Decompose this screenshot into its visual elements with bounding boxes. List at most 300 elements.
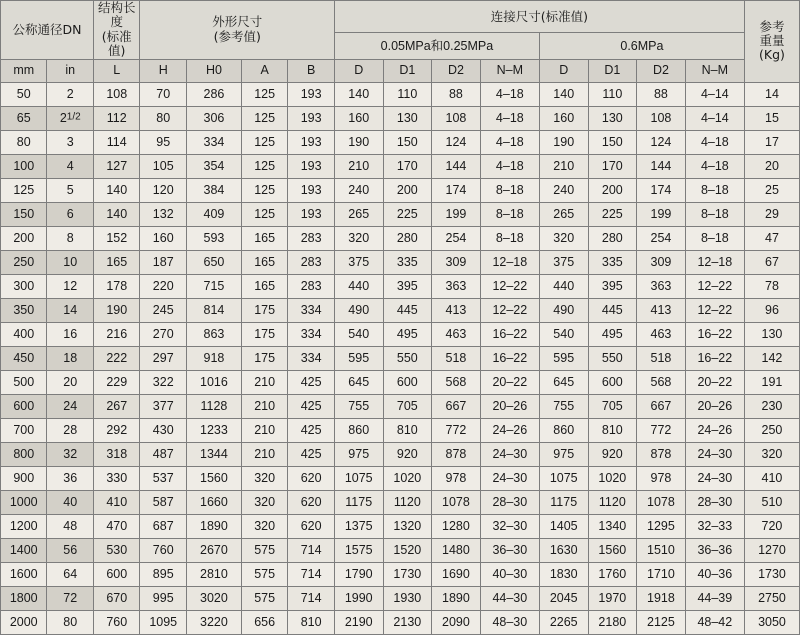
cell-D2-low: 2090 — [432, 610, 481, 634]
cell-NM-low: 36–30 — [480, 538, 539, 562]
table-row — [1, 610, 800, 634]
cell-D2-high: 878 — [637, 442, 686, 466]
cell-D1-high: 1760 — [588, 562, 637, 586]
cell-NM-high: 24–30 — [685, 466, 744, 490]
cell-dn-mm: 100 — [1, 154, 47, 178]
cell-H: 95 — [140, 130, 186, 154]
cell-D2-low: 1078 — [432, 490, 481, 514]
table-row — [1, 394, 800, 418]
cell-D1-low: 150 — [383, 130, 432, 154]
cell-dn-mm: 50 — [1, 82, 47, 106]
cell-D1-high: 1560 — [588, 538, 637, 562]
cell-D1-high: 810 — [588, 418, 637, 442]
cell-length-L: 410 — [94, 490, 140, 514]
cell-D-high: 860 — [539, 418, 588, 442]
cell-D1-high: 2180 — [588, 610, 637, 634]
cell-NM-high: 24–26 — [685, 418, 744, 442]
cell-D2-high: 413 — [637, 298, 686, 322]
cell-weight: 720 — [744, 514, 799, 538]
cell-H0: 1660 — [186, 490, 241, 514]
cell-NM-high: 8–18 — [685, 226, 744, 250]
cell-NM-high: 4–14 — [685, 106, 744, 130]
cell-D-low: 320 — [334, 226, 383, 250]
cell-D-low: 190 — [334, 130, 383, 154]
cell-D1-high: 600 — [588, 370, 637, 394]
cell-H: 995 — [140, 586, 186, 610]
cell-D-low: 1075 — [334, 466, 383, 490]
cell-NM-low: 4–18 — [480, 154, 539, 178]
cell-NM-low: 24–30 — [480, 442, 539, 466]
cell-NM-low: 16–22 — [480, 322, 539, 346]
cell-H0: 814 — [186, 298, 241, 322]
cell-D1-high: 1020 — [588, 466, 637, 490]
cell-NM-low: 24–26 — [480, 418, 539, 442]
cell-D1-high: 1340 — [588, 514, 637, 538]
header-dn: 公称通径DN — [1, 1, 94, 60]
cell-H0: 306 — [186, 106, 241, 130]
cell-D2-low: 1890 — [432, 586, 481, 610]
cell-D1-high: 550 — [588, 346, 637, 370]
cell-dn-in: 64 — [47, 562, 94, 586]
cell-A: 125 — [241, 178, 287, 202]
table-row — [1, 154, 800, 178]
cell-NM-low: 16–22 — [480, 346, 539, 370]
header-weight-line3: (Kg) — [759, 47, 785, 63]
cell-D2-high: 1710 — [637, 562, 686, 586]
table-row — [1, 202, 800, 226]
cell-length-L: 267 — [94, 394, 140, 418]
cell-NM-low: 28–30 — [480, 490, 539, 514]
cell-dn-mm: 1800 — [1, 586, 47, 610]
cell-D-high: 320 — [539, 226, 588, 250]
cell-length-L: 108 — [94, 82, 140, 106]
cell-length-L: 760 — [94, 610, 140, 634]
cell-D-high: 190 — [539, 130, 588, 154]
cell-D2-low: 878 — [432, 442, 481, 466]
cell-A: 320 — [241, 514, 287, 538]
cell-NM-low: 12–22 — [480, 274, 539, 298]
cell-D1-low: 705 — [383, 394, 432, 418]
cell-H0: 2670 — [186, 538, 241, 562]
cell-NM-low: 4–18 — [480, 82, 539, 106]
cell-B: 283 — [288, 274, 335, 298]
cell-B: 714 — [288, 562, 335, 586]
cell-weight: 17 — [744, 130, 799, 154]
cell-D2-high: 1510 — [637, 538, 686, 562]
header-pressure-high: 0.6MPa — [539, 33, 744, 59]
cell-D1-low: 1120 — [383, 490, 432, 514]
cell-NM-low: 4–18 — [480, 106, 539, 130]
header-connection-dims: 连接尺寸(标准值) — [334, 1, 744, 33]
cell-dn-in: 16 — [47, 322, 94, 346]
cell-D2-high: 772 — [637, 418, 686, 442]
cell-D-low: 1990 — [334, 586, 383, 610]
cell-dn-in: 20 — [47, 370, 94, 394]
cell-D1-low: 600 — [383, 370, 432, 394]
header-unit-in: in — [47, 59, 94, 82]
cell-NM-high: 32–33 — [685, 514, 744, 538]
cell-D2-high: 199 — [637, 202, 686, 226]
cell-D1-low: 1930 — [383, 586, 432, 610]
cell-B: 193 — [288, 154, 335, 178]
cell-D1-high: 150 — [588, 130, 637, 154]
cell-B: 283 — [288, 226, 335, 250]
cell-D-high: 2045 — [539, 586, 588, 610]
cell-D-low: 645 — [334, 370, 383, 394]
cell-D2-low: 144 — [432, 154, 481, 178]
cell-A: 575 — [241, 586, 287, 610]
cell-H0: 3020 — [186, 586, 241, 610]
cell-length-L: 114 — [94, 130, 140, 154]
cell-B: 193 — [288, 130, 335, 154]
cell-dn-in: 48 — [47, 514, 94, 538]
cell-D1-high: 920 — [588, 442, 637, 466]
cell-D2-low: 463 — [432, 322, 481, 346]
cell-NM-low: 8–18 — [480, 178, 539, 202]
cell-dn-in: 80 — [47, 610, 94, 634]
cell-H: 687 — [140, 514, 186, 538]
cell-dn-mm: 800 — [1, 442, 47, 466]
cell-weight: 1270 — [744, 538, 799, 562]
cell-H0: 918 — [186, 346, 241, 370]
cell-D-low: 540 — [334, 322, 383, 346]
cell-H: 430 — [140, 418, 186, 442]
cell-length-L: 292 — [94, 418, 140, 442]
cell-A: 165 — [241, 226, 287, 250]
cell-NM-high: 12–18 — [685, 250, 744, 274]
cell-D1-low: 280 — [383, 226, 432, 250]
header-structural-length-line1: 结构长度 — [97, 0, 136, 30]
cell-dn-mm: 350 — [1, 298, 47, 322]
cell-NM-low: 24–30 — [480, 466, 539, 490]
header-outline-dims — [140, 1, 334, 60]
cell-length-L: 600 — [94, 562, 140, 586]
cell-D-low: 210 — [334, 154, 383, 178]
header-unit-D-high: D — [539, 59, 588, 82]
cell-D1-high: 705 — [588, 394, 637, 418]
cell-A: 125 — [241, 130, 287, 154]
cell-NM-low: 40–30 — [480, 562, 539, 586]
cell-NM-high: 28–30 — [685, 490, 744, 514]
cell-B: 334 — [288, 298, 335, 322]
cell-length-L: 140 — [94, 202, 140, 226]
cell-weight: 191 — [744, 370, 799, 394]
header-structural-length-line2: (标准值) — [101, 28, 132, 59]
cell-D1-high: 445 — [588, 298, 637, 322]
cell-dn-mm: 1600 — [1, 562, 47, 586]
cell-length-L: 222 — [94, 346, 140, 370]
header-unit-NM-low: N–M — [480, 59, 539, 82]
cell-D2-high: 978 — [637, 466, 686, 490]
cell-dn-in: 24 — [47, 394, 94, 418]
header-weight — [744, 1, 799, 83]
cell-dn-mm: 65 — [1, 106, 47, 130]
cell-D-low: 860 — [334, 418, 383, 442]
cell-NM-low: 20–26 — [480, 394, 539, 418]
cell-weight: 20 — [744, 154, 799, 178]
cell-weight: 1730 — [744, 562, 799, 586]
cell-NM-high: 4–18 — [685, 154, 744, 178]
cell-H0: 715 — [186, 274, 241, 298]
cell-D-low: 160 — [334, 106, 383, 130]
cell-H0: 409 — [186, 202, 241, 226]
cell-B: 334 — [288, 322, 335, 346]
cell-D1-low: 395 — [383, 274, 432, 298]
cell-NM-high: 24–30 — [685, 442, 744, 466]
cell-D1-low: 2130 — [383, 610, 432, 634]
cell-D1-high: 225 — [588, 202, 637, 226]
cell-length-L: 330 — [94, 466, 140, 490]
cell-D2-low: 124 — [432, 130, 481, 154]
cell-A: 125 — [241, 106, 287, 130]
cell-weight: 510 — [744, 490, 799, 514]
cell-H0: 354 — [186, 154, 241, 178]
table-row — [1, 178, 800, 202]
cell-dn-mm: 500 — [1, 370, 47, 394]
cell-B: 425 — [288, 370, 335, 394]
table-row — [1, 130, 800, 154]
header-weight-line2: 重量 — [759, 33, 785, 49]
cell-D1-low: 110 — [383, 82, 432, 106]
cell-D2-low: 1480 — [432, 538, 481, 562]
cell-D-low: 1575 — [334, 538, 383, 562]
table-row — [1, 370, 800, 394]
cell-dn-mm: 80 — [1, 130, 47, 154]
cell-weight: 130 — [744, 322, 799, 346]
cell-D2-high: 88 — [637, 82, 686, 106]
cell-NM-low: 48–30 — [480, 610, 539, 634]
header-outline-dims-line2: (参考值) — [213, 28, 261, 44]
cell-D1-low: 335 — [383, 250, 432, 274]
cell-length-L: 216 — [94, 322, 140, 346]
cell-D-high: 1175 — [539, 490, 588, 514]
cell-D2-high: 1295 — [637, 514, 686, 538]
cell-dn-in: 32 — [47, 442, 94, 466]
table-row — [1, 418, 800, 442]
cell-length-L: 190 — [94, 298, 140, 322]
cell-dn-in: 28 — [47, 418, 94, 442]
cell-dn-in: 8 — [47, 226, 94, 250]
cell-D2-low: 199 — [432, 202, 481, 226]
cell-H0: 2810 — [186, 562, 241, 586]
cell-H0: 863 — [186, 322, 241, 346]
cell-dn-in: 56 — [47, 538, 94, 562]
inch-fraction: 1/2 — [66, 111, 81, 123]
cell-D-high: 265 — [539, 202, 588, 226]
cell-A: 175 — [241, 298, 287, 322]
table-row — [1, 490, 800, 514]
cell-A: 210 — [241, 442, 287, 466]
cell-weight: 3050 — [744, 610, 799, 634]
cell-D-high: 240 — [539, 178, 588, 202]
cell-H: 187 — [140, 250, 186, 274]
cell-NM-high: 4–14 — [685, 82, 744, 106]
cell-dn-in: 3 — [47, 130, 94, 154]
cell-length-L: 530 — [94, 538, 140, 562]
header-unit-D1-low: D1 — [383, 59, 432, 82]
cell-D1-high: 170 — [588, 154, 637, 178]
cell-length-L: 140 — [94, 178, 140, 202]
cell-dn-mm: 600 — [1, 394, 47, 418]
cell-D1-low: 170 — [383, 154, 432, 178]
table-row — [1, 346, 800, 370]
cell-H0: 3220 — [186, 610, 241, 634]
cell-NM-high: 4–18 — [685, 130, 744, 154]
table-row — [1, 82, 800, 106]
cell-D-low: 1375 — [334, 514, 383, 538]
cell-D-low: 265 — [334, 202, 383, 226]
cell-dn-mm: 900 — [1, 466, 47, 490]
header-unit-mm: mm — [1, 59, 47, 82]
header-unit-H0: H0 — [186, 59, 241, 82]
cell-A: 125 — [241, 202, 287, 226]
cell-D-low: 755 — [334, 394, 383, 418]
cell-H: 120 — [140, 178, 186, 202]
cell-D-low: 1790 — [334, 562, 383, 586]
cell-NM-high: 8–18 — [685, 202, 744, 226]
cell-D1-high: 395 — [588, 274, 637, 298]
cell-dn-in: 4 — [47, 154, 94, 178]
cell-H: 587 — [140, 490, 186, 514]
cell-D1-low: 1730 — [383, 562, 432, 586]
cell-dn-mm: 300 — [1, 274, 47, 298]
cell-H: 377 — [140, 394, 186, 418]
cell-D2-high: 174 — [637, 178, 686, 202]
cell-weight: 320 — [744, 442, 799, 466]
cell-B: 810 — [288, 610, 335, 634]
header-outline-dims-line1: 外形尺寸 — [212, 14, 263, 30]
cell-D1-high: 495 — [588, 322, 637, 346]
header-weight-line1: 参考 — [759, 18, 785, 34]
cell-B: 193 — [288, 106, 335, 130]
cell-D2-low: 254 — [432, 226, 481, 250]
cell-D-low: 1175 — [334, 490, 383, 514]
table-row — [1, 274, 800, 298]
cell-length-L: 670 — [94, 586, 140, 610]
cell-dn-in: 36 — [47, 466, 94, 490]
cell-H: 322 — [140, 370, 186, 394]
cell-D1-low: 495 — [383, 322, 432, 346]
cell-weight: 142 — [744, 346, 799, 370]
cell-NM-high: 20–26 — [685, 394, 744, 418]
cell-H0: 1890 — [186, 514, 241, 538]
cell-dn-in: 6 — [47, 202, 94, 226]
cell-B: 425 — [288, 418, 335, 442]
cell-D-high: 1630 — [539, 538, 588, 562]
cell-weight: 15 — [744, 106, 799, 130]
cell-D-high: 645 — [539, 370, 588, 394]
cell-D2-high: 2125 — [637, 610, 686, 634]
header-unit-D2-low: D2 — [432, 59, 481, 82]
cell-H: 132 — [140, 202, 186, 226]
cell-H: 220 — [140, 274, 186, 298]
cell-dn-mm: 125 — [1, 178, 47, 202]
cell-dn-mm: 250 — [1, 250, 47, 274]
cell-D1-low: 130 — [383, 106, 432, 130]
cell-D1-low: 920 — [383, 442, 432, 466]
cell-A: 210 — [241, 418, 287, 442]
header-unit-L: L — [94, 59, 140, 82]
table-row — [1, 298, 800, 322]
cell-length-L: 318 — [94, 442, 140, 466]
cell-dn-mm: 200 — [1, 226, 47, 250]
cell-NM-high: 36–36 — [685, 538, 744, 562]
cell-D2-low: 1280 — [432, 514, 481, 538]
cell-D2-low: 363 — [432, 274, 481, 298]
table-row — [1, 538, 800, 562]
cell-dn-in: 12 — [47, 274, 94, 298]
cell-B: 425 — [288, 394, 335, 418]
cell-D-low: 440 — [334, 274, 383, 298]
cell-weight: 2750 — [744, 586, 799, 610]
cell-D2-low: 309 — [432, 250, 481, 274]
cell-D2-high: 144 — [637, 154, 686, 178]
cell-B: 425 — [288, 442, 335, 466]
header-unit-D2-high: D2 — [637, 59, 686, 82]
cell-NM-high: 48–42 — [685, 610, 744, 634]
cell-D1-low: 1320 — [383, 514, 432, 538]
cell-D-high: 140 — [539, 82, 588, 106]
cell-H0: 1128 — [186, 394, 241, 418]
cell-weight: 29 — [744, 202, 799, 226]
cell-B: 714 — [288, 586, 335, 610]
cell-A: 575 — [241, 538, 287, 562]
cell-D2-low: 1690 — [432, 562, 481, 586]
table-row — [1, 226, 800, 250]
header-unit-D1-high: D1 — [588, 59, 637, 82]
cell-B: 283 — [288, 250, 335, 274]
cell-H: 297 — [140, 346, 186, 370]
cell-A: 165 — [241, 250, 287, 274]
cell-NM-high: 40–36 — [685, 562, 744, 586]
cell-B: 193 — [288, 82, 335, 106]
cell-D-high: 375 — [539, 250, 588, 274]
cell-H0: 650 — [186, 250, 241, 274]
cell-B: 620 — [288, 514, 335, 538]
cell-length-L: 152 — [94, 226, 140, 250]
cell-dn-in: 18 — [47, 346, 94, 370]
cell-dn-in: $2^{1/2}$ — [47, 106, 94, 130]
cell-D2-high: 309 — [637, 250, 686, 274]
cell-D2-high: 568 — [637, 370, 686, 394]
cell-length-L: 229 — [94, 370, 140, 394]
table-header — [1, 1, 800, 83]
cell-dn-mm: 1000 — [1, 490, 47, 514]
cell-D-high: 540 — [539, 322, 588, 346]
cell-dn-in: 72 — [47, 586, 94, 610]
cell-NM-low: 20–22 — [480, 370, 539, 394]
cell-weight: 14 — [744, 82, 799, 106]
cell-H: 537 — [140, 466, 186, 490]
cell-A: 656 — [241, 610, 287, 634]
cell-H: 70 — [140, 82, 186, 106]
cell-B: 714 — [288, 538, 335, 562]
cell-D2-high: 1918 — [637, 586, 686, 610]
cell-D1-low: 1020 — [383, 466, 432, 490]
cell-H0: 593 — [186, 226, 241, 250]
cell-NM-low: 44–30 — [480, 586, 539, 610]
header-row-top — [1, 1, 800, 33]
cell-weight: 67 — [744, 250, 799, 274]
table-row — [1, 250, 800, 274]
cell-NM-low: 8–18 — [480, 226, 539, 250]
cell-D2-low: 978 — [432, 466, 481, 490]
cell-length-L: 470 — [94, 514, 140, 538]
cell-A: 210 — [241, 394, 287, 418]
cell-weight: 47 — [744, 226, 799, 250]
cell-NM-low: 4–18 — [480, 130, 539, 154]
cell-NM-high: 16–22 — [685, 346, 744, 370]
